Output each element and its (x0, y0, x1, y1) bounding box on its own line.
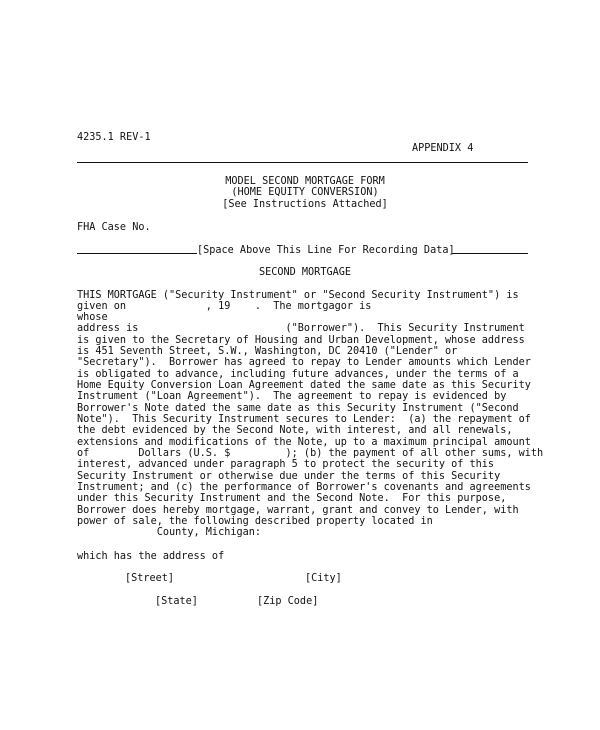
body-line: "Secretary"). Borrower has agreed to repay to Lender amounts which Lender (77, 357, 531, 368)
body-line: is obligated to advance, including future advances, under the terms of a (77, 369, 519, 380)
body-line: is 451 Seventh Street, S.W., Washington, DC 20410 ("Lender" or (77, 346, 458, 357)
fha-case-label: FHA Case No. (77, 222, 151, 233)
body-line: address is ("Borrower"). This Security Instrument (77, 323, 525, 334)
body-line: Home Equity Conversion Loan Agreement dated the same date as this Security (77, 380, 531, 391)
body-line: Instrument; and (c) the performance of Borrower's covenants and agreements (77, 482, 531, 493)
body-line: Instrument ("Loan Agreement"). The agreement to repay is evidenced by (77, 391, 507, 402)
section-heading: SECOND MORTGAGE (258, 267, 351, 278)
body-line: interest, advanced under paragraph 5 to protect the security of this (77, 459, 495, 470)
zip-field-label: [Zip Code] (257, 596, 319, 607)
body-line: given on , 19 . The mortgagor is (77, 301, 372, 312)
body-line: Borrower's Note dated the same date as this Security Instrument ("Second (77, 403, 519, 414)
body-line: under this Security Instrument and the Second Note. For this purpose, (77, 493, 507, 504)
body-line: of Dollars (U.S. $ ); (b) the payment of all other sums, with (77, 448, 544, 459)
recording-notice: [Space Above This Line For Recording Data] (197, 245, 455, 256)
address-intro: which has the address of (77, 551, 225, 562)
top-divider (77, 162, 528, 163)
state-field-label: [State] (155, 596, 198, 607)
title-line-1: MODEL SECOND MORTGAGE FORM (225, 176, 385, 187)
title-line-2: (HOME EQUITY CONVERSION) (231, 187, 379, 198)
body-line: THIS MORTGAGE ("Security Instrument" or "Second Security Instrument") is (77, 290, 519, 301)
appendix-label: APPENDIX 4 (412, 143, 474, 154)
body-line: whose (77, 312, 108, 323)
form-id: 4235.1 REV-1 (77, 132, 151, 143)
body-line: Security Instrument or otherwise due under the terms of this Security (77, 471, 501, 482)
recording-rule-left (77, 253, 197, 254)
body-line: Note"). This Security Instrument secures to Lender: (a) the repayment of (77, 414, 531, 425)
body-line: extensions and modifications of the Note, up to a maximum principal amount (77, 437, 531, 448)
body-line: is given to the Secretary of Housing and Urban Development, whose address (77, 335, 525, 346)
city-field-label: [City] (305, 573, 342, 584)
body-line: Borrower does hereby mortgage, warrant, grant and convey to Lender, with (77, 505, 519, 516)
body-line: County, Michigan: (77, 527, 262, 538)
title-line-3: [See Instructions Attached] (222, 199, 388, 210)
recording-rule-right (452, 253, 528, 254)
street-field-label: [Street] (125, 573, 175, 584)
body-line: power of sale, the following described property located in (77, 516, 433, 527)
body-line: the debt evidenced by the Second Note, with interest, and all renewals, (77, 425, 513, 436)
